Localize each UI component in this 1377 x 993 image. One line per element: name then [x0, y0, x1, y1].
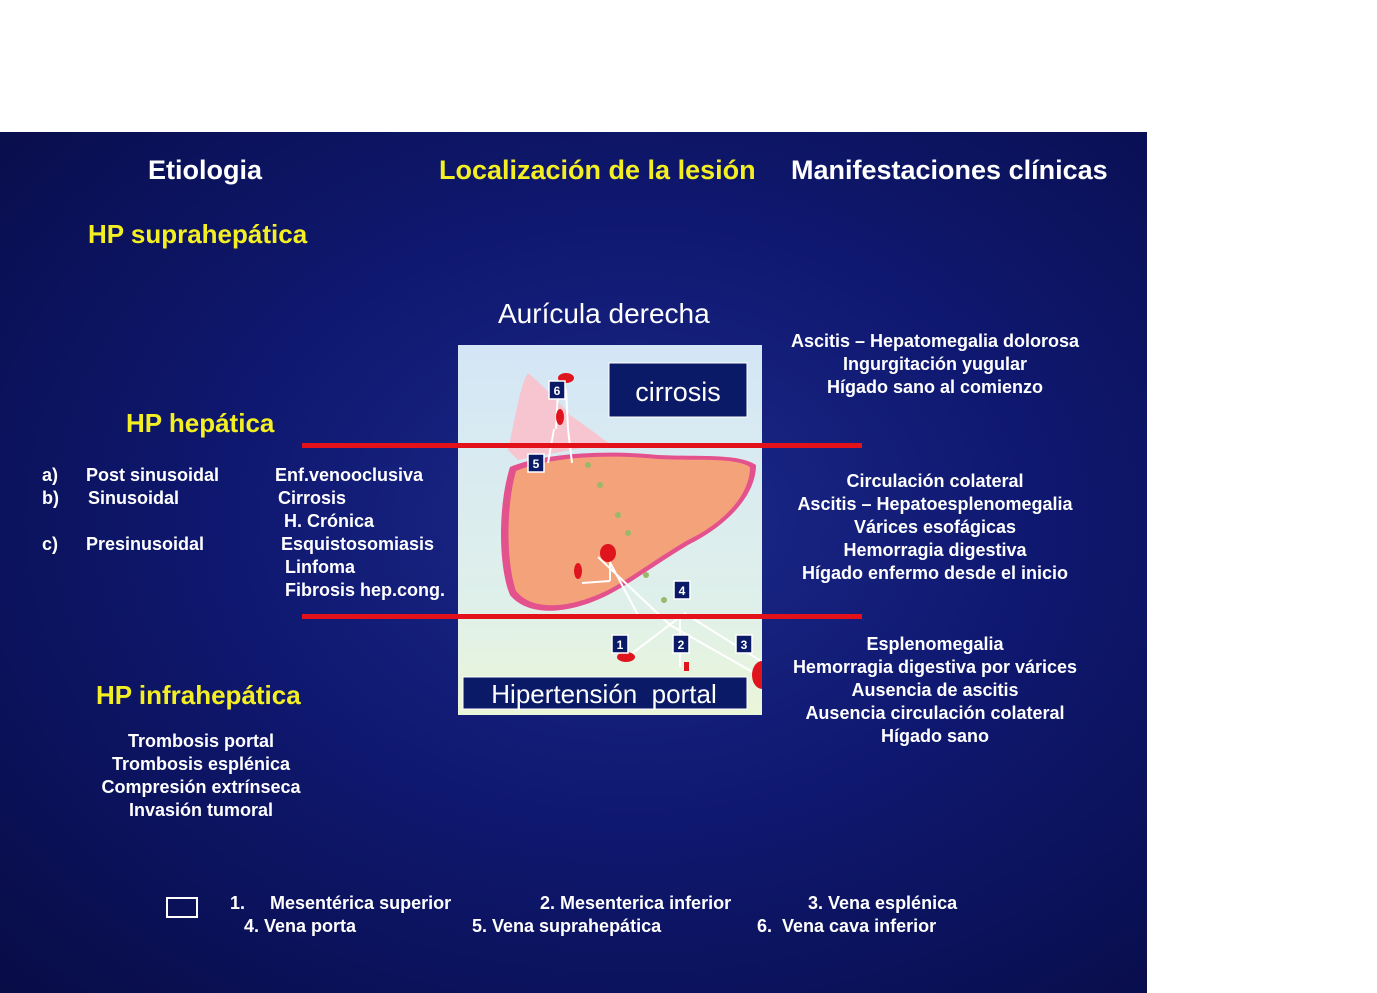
- manifestation-hepatica: Hígado enfermo desde el inicio: [801, 563, 1069, 583]
- marker-4: 4: [678, 584, 686, 598]
- hepatica-cause: Linfoma: [285, 557, 355, 577]
- hepatica-type-sinusoidal: Sinusoidal: [88, 488, 180, 508]
- hipertension-label: Hipertensión portal: [491, 679, 717, 709]
- red-line-lower: [302, 614, 862, 619]
- manifestation-supra: Ascitis – Hepatomegalia dolorosa: [790, 331, 1080, 351]
- hepatica-letter-c: c): [42, 534, 59, 554]
- marker-5: 5: [532, 457, 540, 471]
- manifestation-infra: Hígado sano: [880, 726, 989, 746]
- manifestation-hepatica: Ascitis – Hepatoesplenomegalia: [797, 494, 1073, 514]
- section-suprahepatica: HP suprahepática: [88, 219, 308, 249]
- hepatica-cause: Esquistosomiasis: [281, 534, 435, 554]
- hepatica-cause: H. Crónica: [284, 511, 375, 531]
- legend-item: 2. Mesenterica inferior: [540, 893, 732, 913]
- manifestation-supra: Hígado sano al comienzo: [826, 377, 1044, 397]
- legend-item: 3. Vena esplénica: [808, 893, 958, 913]
- marker-1: 1: [616, 638, 624, 652]
- marker-3: 3: [740, 638, 748, 652]
- section-infrahepatica: HP infrahepática: [96, 680, 301, 710]
- legend-item: 5. Vena suprahepática: [472, 916, 662, 936]
- hepatica-cause: Cirrosis: [278, 488, 347, 508]
- infra-cause: Invasión tumoral: [128, 800, 274, 820]
- manifestation-supra: Ingurgitación yugular: [842, 354, 1027, 374]
- manifestation-hepatica: Hemorragia digestiva: [843, 540, 1027, 560]
- legend-box-icon: [166, 897, 198, 918]
- marker-2: 2: [677, 638, 685, 652]
- header-manifestaciones: Manifestaciones clínicas: [791, 155, 1108, 185]
- hepatica-letter-a: a): [42, 465, 59, 485]
- infra-cause: Compresión extrínseca: [101, 777, 301, 797]
- infra-cause: Trombosis portal: [127, 731, 275, 751]
- manifestation-infra: Hemorragia digestiva por várices: [792, 657, 1078, 677]
- header-localizacion: Localización de la lesión: [439, 155, 756, 185]
- legend-item: 1. Mesentérica superior: [230, 893, 452, 913]
- legend-item: 4. Vena porta: [244, 916, 357, 936]
- legend-item: 6. Vena cava inferior: [757, 916, 937, 936]
- manifestation-infra: Ausencia circulación colateral: [805, 703, 1065, 723]
- hepatica-type-presinusoidal: Presinusoidal: [86, 534, 205, 554]
- liver-diagram: [458, 345, 762, 715]
- hepatica-type-post-sinusoidal: Post sinusoidal: [86, 465, 220, 485]
- header-etiologia: Etiologia: [148, 155, 262, 185]
- section-hepatica: HP hepática: [126, 408, 275, 438]
- manifestation-infra: Esplenomegalia: [866, 634, 1004, 654]
- cirrosis-label: cirrosis: [635, 377, 721, 407]
- infra-cause: Trombosis esplénica: [111, 754, 291, 774]
- red-line-upper: [302, 443, 862, 448]
- auricula-label: Aurícula derecha: [498, 298, 710, 329]
- hepatica-letter-b: b): [42, 488, 59, 508]
- hepatica-cause: Enf.venooclusiva: [275, 465, 424, 485]
- manifestation-hepatica: Várices esofágicas: [853, 517, 1017, 537]
- marker-6: 6: [553, 384, 561, 398]
- manifestation-infra: Ausencia de ascitis: [851, 680, 1019, 700]
- hepatica-cause: Fibrosis hep.cong.: [285, 580, 446, 600]
- manifestation-hepatica: Circulación colateral: [846, 471, 1024, 491]
